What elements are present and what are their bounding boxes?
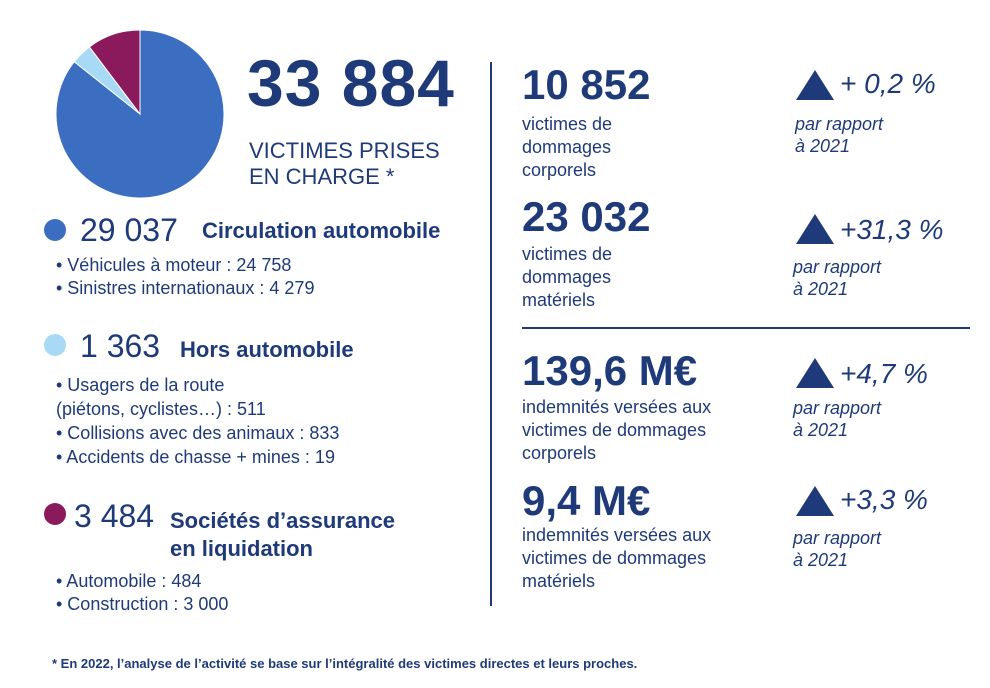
stat-number: 10 852 xyxy=(522,61,651,108)
total-victims-label-line2: EN CHARGE * xyxy=(249,164,395,189)
liquidation-value: 3 484 xyxy=(74,498,155,534)
stat-comparison xyxy=(793,256,881,300)
stat-comparison xyxy=(795,113,883,157)
stat-label-line: corporels xyxy=(522,443,597,463)
up-arrow-icon xyxy=(796,486,834,516)
stat-label xyxy=(522,243,612,312)
stat-label-line: matériels xyxy=(522,290,596,310)
hors-automobile-name: Hors automobile xyxy=(180,337,354,362)
hors-automobile-bullet: (piétons, cyclistes…) : 511 xyxy=(56,399,266,419)
total-victims-label xyxy=(249,138,489,190)
up-arrow-icon xyxy=(796,70,834,100)
legend-dot-circulation xyxy=(44,219,66,241)
stat-comparison-line: à 2021 xyxy=(793,420,849,440)
legend-dot-hors-automobile xyxy=(44,334,66,356)
hors-automobile-bullet: • Accidents de chasse + mines : 19 xyxy=(56,447,335,467)
vertical-divider xyxy=(490,62,492,606)
stat-label-line: dommages xyxy=(522,137,612,157)
stat-label-line: indemnités versées aux xyxy=(522,397,712,417)
stat-change: +4,7 % xyxy=(840,358,928,389)
up-arrow-icon xyxy=(796,358,834,388)
stat-label-line: victimes de dommages xyxy=(522,420,707,440)
stat-comparison-line: à 2021 xyxy=(795,136,851,156)
total-victims-number: 33 884 xyxy=(247,46,455,120)
liquidation-name-line2: en liquidation xyxy=(170,536,313,561)
liquidation-bullet: • Construction : 3 000 xyxy=(56,594,229,614)
stat-label-line: dommages xyxy=(522,267,612,287)
stat-label-line: indemnités versées aux xyxy=(522,525,712,545)
stat-comparison-line: par rapport xyxy=(793,257,882,277)
stat-label-line: victimes de xyxy=(522,244,613,264)
stat-comparison xyxy=(793,397,881,441)
stat-label-line: victimes de dommages xyxy=(522,548,707,568)
stat-comparison xyxy=(793,527,881,571)
stat-number: 23 032 xyxy=(522,193,651,240)
hors-automobile-value: 1 363 xyxy=(80,328,161,364)
circulation-name: Circulation automobile xyxy=(202,218,441,243)
stat-comparison-line: par rapport xyxy=(793,398,882,418)
stat-label xyxy=(522,524,711,593)
stat-comparison-line: à 2021 xyxy=(793,550,849,570)
hors-automobile-bullet: • Usagers de la route xyxy=(56,375,225,395)
stat-number: 139,6 M€ xyxy=(522,347,698,394)
horizontal-divider xyxy=(522,327,970,329)
stat-change: +3,3 % xyxy=(840,484,928,515)
stat-label-line: victimes de xyxy=(522,114,613,134)
total-victims-label-line1: VICTIMES PRISES xyxy=(249,138,440,163)
stat-change: +31,3 % xyxy=(840,214,944,245)
stat-comparison-line: par rapport xyxy=(793,528,882,548)
circulation-bullet: • Sinistres internationaux : 4 279 xyxy=(56,278,315,298)
liquidation-name-line1: Sociétés d’assurance xyxy=(170,508,396,533)
stat-label-line: corporels xyxy=(522,160,597,180)
footnote: * En 2022, l’analyse de l’activité se base sur l’intégralité des victimes directes et leurs proches. xyxy=(52,656,638,671)
stat-number: 9,4 M€ xyxy=(522,477,651,524)
stat-comparison-line: par rapport xyxy=(795,114,884,134)
stat-label xyxy=(522,396,711,465)
victims-pie-chart xyxy=(54,28,226,200)
up-arrow-icon xyxy=(796,214,834,244)
circulation-bullet: • Véhicules à moteur : 24 758 xyxy=(56,255,292,275)
circulation-value: 29 037 xyxy=(80,212,178,248)
liquidation-bullet: • Automobile : 484 xyxy=(56,571,202,591)
hors-automobile-bullet: • Collisions avec des animaux : 833 xyxy=(56,423,340,443)
stat-change: + 0,2 % xyxy=(840,68,936,99)
legend-dot-liquidation xyxy=(44,503,66,525)
stat-label xyxy=(522,113,612,182)
stat-comparison-line: à 2021 xyxy=(793,279,849,299)
stat-label-line: matériels xyxy=(522,571,596,591)
